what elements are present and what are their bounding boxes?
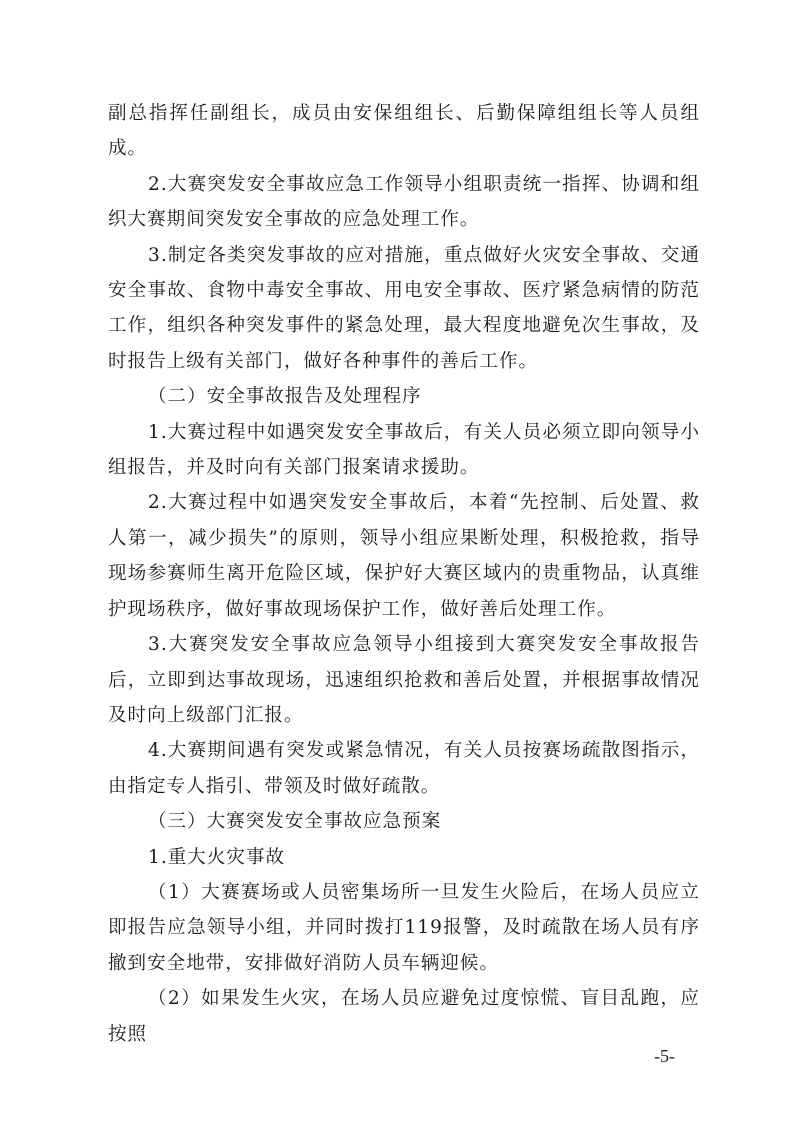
paragraph-item-3: 3.制定各类突发事故的应对措施，重点做好火灾安全事故、交通安全事故、食物中毒安全事故、用电安全事故、医疗紧急病情的防范工作，组织各种突发事件的紧急处理，最大程度地避免次生事故，及时报告上级有关部门，做好各种事件的善后工作。 (108, 244, 700, 372)
paragraph-report-2: 2.大赛过程中如遇突发安全事故后，本着“先控制、后处置、救人第一，减少损失”的原则，领导小组应果断处理，积极抢救，指导现场参赛师生离开危险区域，保护好大赛区域内的贵重物品，认真维护现场秩序，做好事故现场保护工作，做好善后处理工作。 (108, 492, 700, 620)
paragraph-fire-1: （1）大赛赛场或人员密集场所一旦发生火险后，在场人员应立即报告应急领导小组，并同时拨打119报警，及时疏散在场人员有序撤到安全地带，安排做好消防人员车辆迎候。 (108, 881, 700, 974)
paragraph-fire-2: （2）如果发生火灾，在场人员应避免过度惊慌、盲目乱跑，应按照 (108, 988, 700, 1045)
subheading-fire-accident: 1.重大火灾事故 (148, 846, 286, 868)
page-number: -5- (654, 1046, 675, 1066)
section-heading-3: （三）大赛突发安全事故应急预案 (148, 811, 442, 833)
paragraph-continuation: 副总指挥任副组长，成员由安保组组长、后勤保障组组长等人员组成。 (108, 103, 700, 160)
paragraph-report-1: 1.大赛过程中如遇突发安全事故后，有关人员必须立即向领导小组报告，并及时向有关部门报案请求援助。 (108, 421, 700, 479)
document-body (108, 96, 700, 1052)
section-heading-2: （二）安全事故报告及处理程序 (148, 386, 422, 408)
paragraph-report-4: 4.大赛期间遇有突发或紧急情况，有关人员按赛场疏散图指示，由指定专人指引、带领及时做好疏散。 (108, 740, 700, 797)
paragraph-report-3: 3.大赛突发安全事故应急领导小组接到大赛突发安全事故报告后，立即到达事故现场，迅速组织抢救和善后处置，并根据事故情况及时向上级部门汇报。 (108, 634, 700, 726)
paragraph-item-2: 2.大赛突发安全事故应急工作领导小组职责统一指挥、协调和组织大赛期间突发安全事故的应急处理工作。 (108, 173, 700, 231)
